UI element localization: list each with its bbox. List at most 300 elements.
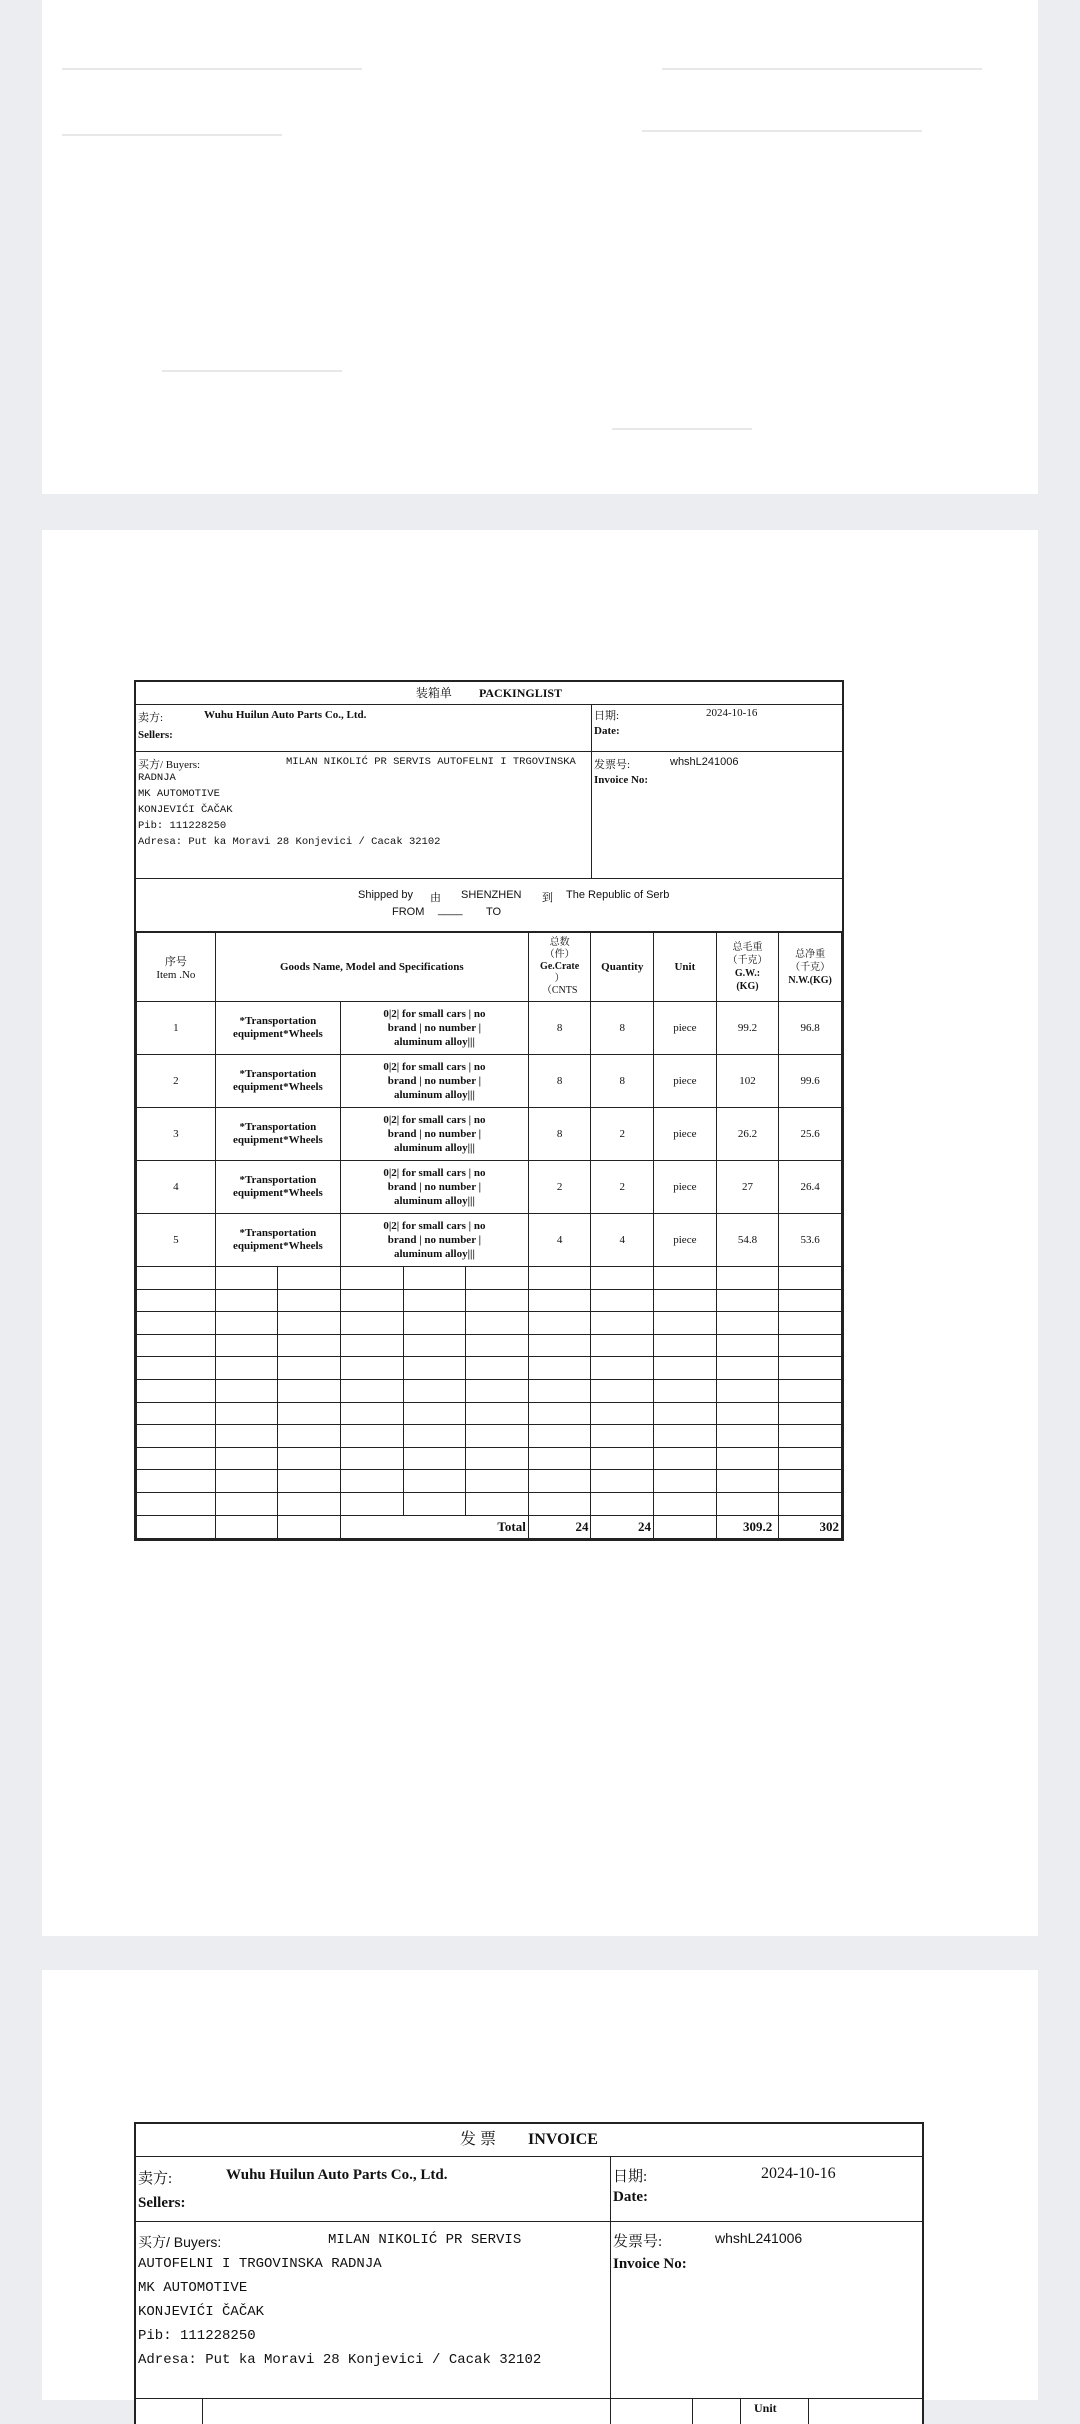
date-cell (592, 705, 842, 751)
packing-list-table (136, 932, 842, 1539)
invoice-label-cn: 发票号: (594, 759, 631, 771)
buyer-line: RADNJA (138, 772, 176, 784)
empty-cell (278, 1470, 341, 1493)
empty-cell (654, 1492, 717, 1515)
crate-count: 4 (528, 1214, 591, 1267)
empty-cell (403, 1267, 466, 1290)
buyer-row (136, 752, 842, 879)
invoice-seller-label-en: Sellers: (138, 2195, 186, 2211)
invoice-buyer-pib: Pib: 111228250 (138, 2328, 256, 2344)
empty-cell (278, 1334, 341, 1357)
empty-table-row (137, 1312, 842, 1335)
buyer-line: MK AUTOMOTIVE (138, 788, 220, 800)
crate-count: 8 (528, 1002, 591, 1055)
gross-weight: 99.2 (716, 1002, 779, 1055)
buyer-cell (136, 752, 592, 878)
goods-name-line: equipment*Wheels (232, 1028, 323, 1040)
seller-row (136, 705, 842, 752)
unit: piece (654, 1214, 717, 1267)
date-label-en: Date: (594, 725, 620, 737)
invoice-table-header (136, 2399, 922, 2424)
empty-cell (403, 1289, 466, 1312)
empty-cell (341, 1379, 404, 1402)
header-crate-en2: ） (554, 973, 565, 984)
empty-cell (341, 1425, 404, 1448)
gross-weight: 26.2 (716, 1108, 779, 1161)
empty-cell (591, 1447, 654, 1470)
empty-cell (278, 1267, 341, 1290)
empty-cell (137, 1492, 216, 1515)
empty-cell (403, 1379, 466, 1402)
empty-cell (466, 1492, 529, 1515)
invoice-number: whshL241006 (670, 756, 739, 768)
empty-cell (466, 1334, 529, 1357)
column-divider (740, 2399, 741, 2424)
empty-cell (137, 1334, 216, 1357)
header-goods-text: Goods Name, Model and Specifications (279, 961, 464, 973)
empty-cell (403, 1470, 466, 1493)
goods-name (215, 1214, 340, 1267)
gross-weight: 27 (716, 1161, 779, 1214)
empty-cell (341, 1447, 404, 1470)
net-weight: 26.4 (779, 1161, 842, 1214)
column-divider (610, 2399, 611, 2424)
net-weight: 53.6 (779, 1214, 842, 1267)
crate-count: 8 (528, 1108, 591, 1161)
document-page-1 (42, 0, 1038, 494)
packing-list-title (136, 682, 842, 705)
invoice-buyer-cell (136, 2222, 611, 2398)
empty-cell (528, 1267, 591, 1290)
seller-label-cn: 卖方: (138, 712, 164, 724)
invoice-no-cell (592, 752, 842, 878)
goods-spec-line: 0|2| for small cars | no (383, 1220, 486, 1232)
quantity: 2 (591, 1161, 654, 1214)
empty-cell (716, 1334, 779, 1357)
empty-table-row (137, 1267, 842, 1290)
quantity: 8 (591, 1055, 654, 1108)
goods-name (215, 1002, 340, 1055)
invoice-col-unit: Unit (754, 2401, 777, 2415)
header-gross-weight (716, 933, 779, 1002)
goods-spec-line: aluminum alloy||| (393, 1036, 475, 1048)
empty-cell (591, 1425, 654, 1448)
goods-name-line: *Transportation (239, 1227, 317, 1239)
empty-table-row (137, 1470, 842, 1493)
item-no: 4 (137, 1161, 216, 1214)
empty-cell (528, 1492, 591, 1515)
goods-name-line: *Transportation (239, 1068, 317, 1080)
empty-cell (403, 1312, 466, 1335)
invoice-number-value: whshL241006 (715, 2230, 803, 2246)
header-crate-cn1: 总数 (549, 937, 570, 948)
seller-label-en: Sellers: (138, 729, 173, 741)
empty-cell (137, 1447, 216, 1470)
empty-cell (137, 1425, 216, 1448)
buyer-label: 买方/ Buyers: (138, 759, 201, 771)
empty-cell (341, 1267, 404, 1290)
quantity: 8 (591, 1002, 654, 1055)
empty-cell (466, 1402, 529, 1425)
empty-cell (466, 1425, 529, 1448)
empty-cell (215, 1447, 278, 1470)
table-row (137, 1161, 842, 1214)
goods-spec-line: brand | no number | (387, 1075, 482, 1087)
header-gw-en1: G.W.: (734, 968, 761, 979)
empty-cell (215, 1425, 278, 1448)
goods-spec (341, 1055, 529, 1108)
empty-cell (716, 1447, 779, 1470)
empty-cell (591, 1402, 654, 1425)
empty-cell (466, 1379, 529, 1402)
header-crate-en3: （CNTS (541, 985, 578, 996)
empty-cell (137, 1402, 216, 1425)
empty-cell (779, 1379, 842, 1402)
invoice-label-en: Invoice No: (594, 774, 649, 786)
empty-cell (591, 1312, 654, 1335)
shipped-by-label: Shipped by (358, 889, 414, 901)
empty-cell (341, 1492, 404, 1515)
total-cell (137, 1515, 216, 1538)
empty-cell (278, 1492, 341, 1515)
net-weight: 25.6 (779, 1108, 842, 1161)
empty-table-row (137, 1357, 842, 1380)
empty-cell (341, 1312, 404, 1335)
invoice-date-value: 2024-10-16 (761, 2165, 836, 2182)
empty-cell (528, 1425, 591, 1448)
empty-cell (654, 1267, 717, 1290)
goods-spec (341, 1108, 529, 1161)
empty-cell (466, 1447, 529, 1470)
empty-cell (341, 1334, 404, 1357)
invoice-buyer-line: AUTOFELNI I TRGOVINSKA RADNJA (138, 2256, 382, 2272)
table-header-row (137, 933, 842, 1002)
crate-count: 8 (528, 1055, 591, 1108)
header-unit-text: Unit (674, 961, 696, 973)
empty-cell (779, 1312, 842, 1335)
invoice-number-cell (611, 2222, 922, 2398)
empty-cell (654, 1470, 717, 1493)
empty-cell (466, 1267, 529, 1290)
document-page-2 (42, 530, 1038, 1936)
header-quantity-text: Quantity (601, 961, 644, 973)
goods-name-line: equipment*Wheels (232, 1081, 323, 1093)
goods-name-line: *Transportation (239, 1015, 317, 1027)
empty-cell (137, 1470, 216, 1493)
empty-table-row (137, 1334, 842, 1357)
empty-table-row (137, 1447, 842, 1470)
goods-spec-line: brand | no number | (387, 1022, 482, 1034)
from-en: FROM (392, 906, 425, 918)
empty-cell (341, 1289, 404, 1312)
invoice-date-cell (611, 2157, 922, 2221)
empty-cell (779, 1289, 842, 1312)
title-cn: 装箱单 (415, 686, 452, 700)
column-divider (808, 2399, 809, 2424)
goods-name-line: equipment*Wheels (232, 1240, 323, 1252)
quantity: 2 (591, 1108, 654, 1161)
empty-table-row (137, 1425, 842, 1448)
empty-cell (654, 1447, 717, 1470)
empty-cell (341, 1470, 404, 1493)
to-cn: 到 (542, 892, 553, 904)
empty-cell (654, 1289, 717, 1312)
from-blank: ____ (438, 904, 463, 916)
empty-table-row (137, 1379, 842, 1402)
empty-cell (341, 1402, 404, 1425)
empty-cell (591, 1357, 654, 1380)
invoice-title (136, 2124, 922, 2157)
goods-spec-line: aluminum alloy||| (393, 1195, 475, 1207)
empty-cell (716, 1470, 779, 1493)
crate-count: 2 (528, 1161, 591, 1214)
goods-name (215, 1161, 340, 1214)
empty-cell (466, 1470, 529, 1493)
empty-cell (591, 1267, 654, 1290)
empty-cell (591, 1379, 654, 1402)
header-crate (528, 933, 591, 1002)
total-nw-value: 302 (819, 1518, 839, 1534)
empty-cell (278, 1357, 341, 1380)
unit: piece (654, 1108, 717, 1161)
empty-cell (215, 1267, 278, 1290)
header-item-en: Item .No (156, 969, 196, 981)
goods-name-line: *Transportation (239, 1174, 317, 1186)
empty-cell (779, 1470, 842, 1493)
buyer-address: Adresa: Put ka Moravi 28 Konjevici / Cacak 32102 (138, 836, 441, 848)
empty-cell (403, 1425, 466, 1448)
empty-cell (215, 1334, 278, 1357)
faint-text-line (612, 428, 752, 430)
empty-cell (466, 1289, 529, 1312)
invoice-seller-cell (136, 2157, 611, 2221)
goods-spec-line: 0|2| for small cars | no (383, 1061, 486, 1073)
empty-cell (215, 1492, 278, 1515)
empty-cell (278, 1289, 341, 1312)
header-item-no (137, 933, 216, 1002)
seller-name: Wuhu Huilun Auto Parts Co., Ltd. (204, 709, 367, 721)
invoice-date-label-en: Date: (613, 2189, 648, 2205)
header-crate-cn2: （件） (544, 949, 575, 960)
empty-cell (528, 1379, 591, 1402)
empty-cell (403, 1447, 466, 1470)
goods-spec (341, 1214, 529, 1267)
total-row (137, 1515, 842, 1538)
empty-cell (716, 1289, 779, 1312)
unit: piece (654, 1002, 717, 1055)
empty-cell (528, 1312, 591, 1335)
empty-cell (466, 1312, 529, 1335)
column-divider (692, 2399, 693, 2424)
total-cell (215, 1515, 278, 1538)
goods-spec-line: 0|2| for small cars | no (383, 1008, 486, 1020)
empty-cell (137, 1357, 216, 1380)
total-crate-value: 24 (575, 1518, 589, 1534)
invoice-seller-row (136, 2157, 922, 2222)
packing-list (134, 680, 844, 1541)
empty-cell (215, 1357, 278, 1380)
empty-cell (137, 1267, 216, 1290)
invoice-buyer-label: 买方/ Buyers: (138, 2234, 222, 2250)
empty-cell (528, 1447, 591, 1470)
goods-spec-line: aluminum alloy||| (393, 1142, 475, 1154)
unit: piece (654, 1055, 717, 1108)
seller-cell (136, 705, 592, 751)
empty-cell (654, 1334, 717, 1357)
empty-cell (716, 1312, 779, 1335)
item-no: 2 (137, 1055, 216, 1108)
invoice-number-label-cn: 发票号: (613, 2234, 663, 2250)
date-label-cn: 日期: (594, 710, 620, 722)
buyer-line: KONJEVIĆI ČAČAK (138, 804, 233, 816)
empty-cell (591, 1289, 654, 1312)
to-en: TO (486, 906, 502, 918)
faint-text-line (662, 68, 982, 70)
invoice-date-label-cn: 日期: (613, 2169, 648, 2185)
goods-spec-line: brand | no number | (387, 1128, 482, 1140)
empty-cell (278, 1402, 341, 1425)
empty-cell (779, 1334, 842, 1357)
shipping-row (136, 879, 842, 932)
goods-name (215, 1055, 340, 1108)
buyer-pib: Pib: 111228250 (138, 820, 227, 832)
header-gw-en2: (KG) (736, 981, 759, 992)
total-cell (654, 1515, 717, 1538)
empty-cell (591, 1334, 654, 1357)
empty-cell (716, 1357, 779, 1380)
header-quantity (591, 933, 654, 1002)
empty-cell (654, 1425, 717, 1448)
header-crate-en1: Ge.Crate (540, 961, 580, 972)
invoice-number-label-en: Invoice No: (613, 2256, 687, 2272)
faint-text-line (62, 134, 282, 136)
total-cell (278, 1515, 341, 1538)
header-nw-en: N.W.(KG) (788, 974, 832, 986)
table-row (137, 1214, 842, 1267)
table-row (137, 1055, 842, 1108)
quantity: 4 (591, 1214, 654, 1267)
column-divider (202, 2399, 203, 2424)
empty-cell (654, 1379, 717, 1402)
empty-cell (278, 1425, 341, 1448)
empty-cell (591, 1470, 654, 1493)
empty-cell (215, 1289, 278, 1312)
empty-cell (215, 1402, 278, 1425)
item-no: 3 (137, 1108, 216, 1161)
goods-spec-line: brand | no number | (387, 1234, 482, 1246)
header-gw-cn1: 总毛重 (732, 942, 763, 953)
total-quantity-value: 24 (638, 1518, 652, 1534)
empty-cell (403, 1357, 466, 1380)
invoice-title-en: INVOICE (528, 2131, 598, 2148)
empty-cell (779, 1357, 842, 1380)
empty-cell (779, 1402, 842, 1425)
empty-cell (403, 1402, 466, 1425)
total-label-text: Total (497, 1518, 526, 1534)
invoice-seller-name: Wuhu Huilun Auto Parts Co., Ltd. (226, 2167, 448, 2183)
empty-cell (215, 1379, 278, 1402)
empty-cell (528, 1470, 591, 1493)
empty-cell (779, 1267, 842, 1290)
goods-spec-line: aluminum alloy||| (393, 1089, 475, 1101)
total-gw-value: 309.2 (743, 1518, 773, 1534)
empty-table-row (137, 1492, 842, 1515)
total-quantity (591, 1515, 654, 1538)
empty-cell (779, 1492, 842, 1515)
empty-cell (716, 1267, 779, 1290)
date-value: 2024-10-16 (706, 707, 758, 719)
header-goods (215, 933, 528, 1002)
from-city: SHENZHEN (461, 889, 522, 901)
empty-cell (716, 1379, 779, 1402)
goods-spec-line: aluminum alloy||| (393, 1248, 475, 1260)
faint-text-line (642, 130, 922, 132)
gross-weight: 54.8 (716, 1214, 779, 1267)
empty-cell (654, 1357, 717, 1380)
empty-cell (716, 1492, 779, 1515)
invoice-seller-label-cn: 卖方: (138, 2171, 173, 2187)
invoice-buyer-line: MILAN NIKOLIĆ PR SERVIS (328, 2232, 522, 2248)
title-en: PACKINGLIST (478, 686, 563, 700)
empty-cell (654, 1402, 717, 1425)
faint-text-line (162, 370, 342, 372)
empty-cell (528, 1402, 591, 1425)
empty-cell (654, 1312, 717, 1335)
header-unit (654, 933, 717, 1002)
empty-cell (215, 1312, 278, 1335)
empty-cell (403, 1492, 466, 1515)
empty-cell (278, 1312, 341, 1335)
empty-cell (137, 1312, 216, 1335)
header-net-weight (779, 933, 842, 1002)
net-weight: 99.6 (779, 1055, 842, 1108)
header-gw-cn2: （千克） (727, 955, 768, 966)
goods-spec-line: 0|2| for small cars | no (383, 1167, 486, 1179)
total-label (341, 1515, 529, 1538)
empty-cell (716, 1402, 779, 1425)
goods-name-line: equipment*Wheels (232, 1134, 323, 1146)
total-gross-weight (716, 1515, 779, 1538)
net-weight: 96.8 (779, 1002, 842, 1055)
empty-cell (403, 1334, 466, 1357)
goods-spec (341, 1161, 529, 1214)
header-nw-cn2: （千克） (790, 961, 831, 973)
empty-table-row (137, 1402, 842, 1425)
empty-cell (278, 1379, 341, 1402)
gross-weight: 102 (716, 1055, 779, 1108)
invoice-title-cn: 发 票 (460, 2131, 497, 2148)
total-net-weight (779, 1515, 842, 1538)
empty-cell (591, 1492, 654, 1515)
goods-name (215, 1108, 340, 1161)
empty-cell (466, 1357, 529, 1380)
invoice (134, 2122, 924, 2424)
header-item-cn: 序号 (164, 956, 187, 968)
empty-cell (528, 1289, 591, 1312)
item-no: 5 (137, 1214, 216, 1267)
unit: piece (654, 1161, 717, 1214)
empty-table-row (137, 1289, 842, 1312)
from-cn: 由 (430, 892, 441, 904)
header-nw-cn1: 总净重 (795, 948, 826, 960)
invoice-buyer-line: MK AUTOMOTIVE (138, 2280, 248, 2296)
goods-name-line: *Transportation (239, 1121, 317, 1133)
goods-spec (341, 1002, 529, 1055)
total-crate (528, 1515, 591, 1538)
table-row (137, 1002, 842, 1055)
document-page-3 (42, 1970, 1038, 2415)
empty-cell (528, 1357, 591, 1380)
